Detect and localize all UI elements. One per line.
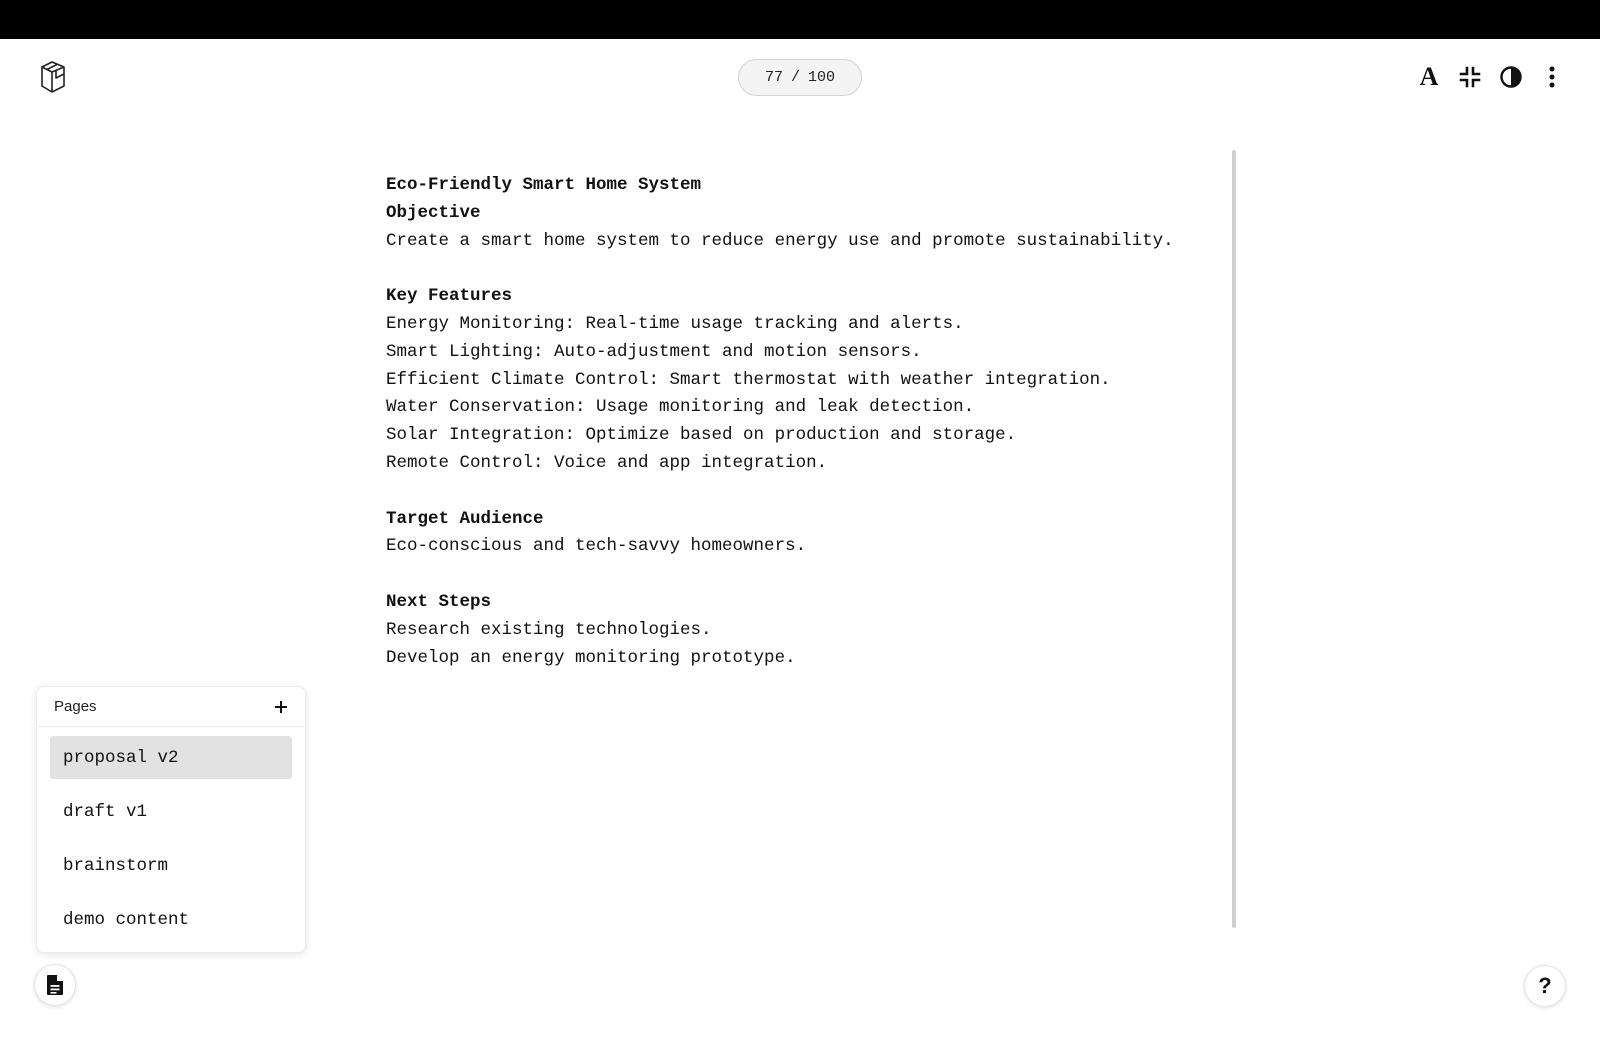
page-item[interactable]: brainstorm <box>63 855 169 876</box>
doc-text-line: Remote Control: Voice and app integration. <box>386 452 828 473</box>
contrast-icon[interactable] <box>1497 62 1525 92</box>
pages-toggle-button[interactable] <box>34 964 76 1006</box>
page-item[interactable]: proposal v2 <box>50 736 292 779</box>
doc-text-line: Water Conservation: Usage monitoring and leak detection. <box>386 397 975 418</box>
editor-scrollbar[interactable] <box>1232 150 1236 928</box>
doc-blank-line <box>386 478 1206 506</box>
collapse-icon[interactable] <box>1456 62 1484 92</box>
doc-text-line: Research existing technologies. <box>386 619 712 640</box>
doc-text-line: Eco-conscious and tech-savvy homeowners. <box>386 536 807 557</box>
doc-heading-line: Eco-Friendly Smart Home System <box>386 175 702 195</box>
doc-text-line: Create a smart home system to reduce energy use and promote sustainability. <box>386 230 1174 251</box>
doc-blank-line <box>386 561 1206 589</box>
counter-current: 77 <box>764 69 783 86</box>
add-page-button[interactable] <box>271 697 291 717</box>
plus-icon <box>274 700 288 714</box>
doc-blank-line <box>386 255 1206 283</box>
more-vertical-icon[interactable] <box>1538 62 1566 92</box>
doc-heading-line: Next Steps <box>386 591 492 612</box>
top-black-bar <box>0 0 1600 39</box>
font-icon[interactable]: A <box>1419 62 1439 91</box>
pages-header <box>37 687 305 727</box>
cube-logo-icon[interactable] <box>36 59 68 95</box>
help-button[interactable] <box>1524 965 1566 1007</box>
counter-separator: / <box>790 69 800 86</box>
document-icon <box>46 974 64 996</box>
pages-panel <box>36 686 306 953</box>
page-item[interactable]: draft v1 <box>63 801 148 822</box>
document-editor[interactable] <box>386 172 1206 672</box>
doc-text-line: Solar Integration: Optimize based on production and storage. <box>386 425 1017 446</box>
doc-text-line: Develop an energy monitoring prototype. <box>386 647 796 668</box>
doc-heading-line: Objective <box>386 202 481 223</box>
doc-text-line: Energy Monitoring: Real-time usage tracking and alerts. <box>386 313 964 334</box>
toolbar <box>1415 62 1566 92</box>
doc-text-line: Efficient Climate Control: Smart thermostat with weather integration. <box>386 369 1111 390</box>
counter-total: 100 <box>808 69 836 86</box>
doc-heading-line: Key Features <box>386 286 513 307</box>
pages-title: Pages <box>54 698 97 715</box>
page-list <box>37 727 305 941</box>
word-counter <box>738 59 862 96</box>
doc-text-line: Smart Lighting: Auto-adjustment and motion sensors. <box>386 341 922 362</box>
page-item[interactable]: demo content <box>63 909 190 930</box>
help-icon: ? <box>1538 973 1552 998</box>
doc-heading-line: Target Audience <box>386 508 544 529</box>
